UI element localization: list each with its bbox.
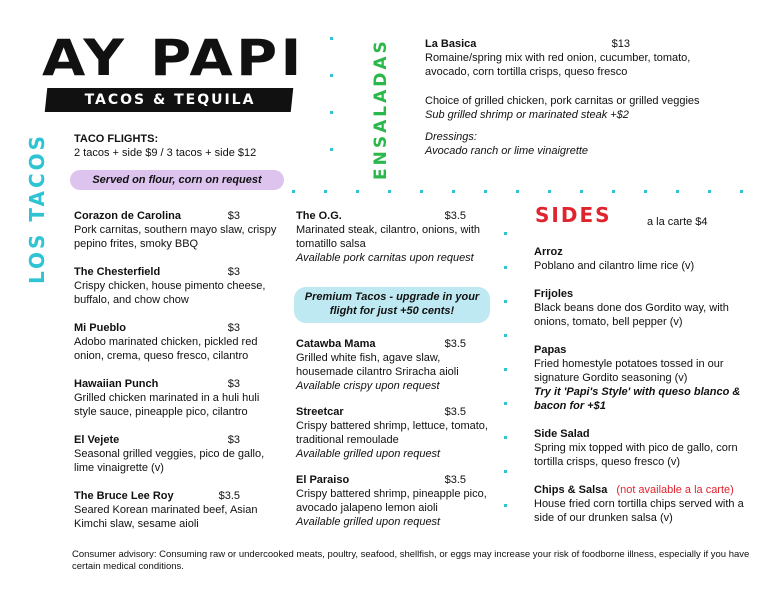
decor-dot bbox=[452, 190, 455, 193]
taco-flights bbox=[74, 132, 314, 160]
dressings: Avocado ranch or lime vinaigrette bbox=[425, 145, 589, 157]
side-item bbox=[534, 287, 759, 329]
premium-tacos-column bbox=[296, 337, 496, 541]
decor-dot bbox=[330, 37, 333, 40]
taco-item bbox=[296, 405, 496, 461]
taco-price: $3.5 bbox=[218, 490, 240, 502]
taco-note: Available grilled upon request bbox=[296, 516, 441, 528]
taco-note: Available grilled upon request bbox=[296, 448, 441, 460]
decor-dot bbox=[504, 470, 507, 473]
decor-dot bbox=[420, 190, 423, 193]
side-desc: House fried corn tortilla chips served with a side of our drunken salsa (v) bbox=[534, 498, 744, 524]
brand-tagline: TACOS & TEQUILA bbox=[84, 92, 256, 108]
taco-header bbox=[296, 337, 466, 351]
side-item bbox=[534, 343, 759, 413]
decor-dot bbox=[504, 368, 507, 371]
section-title-tacos: LOS TACOS bbox=[25, 132, 49, 284]
og-price: $3.5 bbox=[444, 210, 466, 222]
og-desc: Marinated steak, cilantro, onions, with tomatillo salsa bbox=[296, 224, 481, 250]
decor-dot bbox=[504, 334, 507, 337]
side-header bbox=[534, 427, 759, 441]
taco-item bbox=[74, 377, 279, 419]
taco-price: $3 bbox=[227, 322, 240, 334]
flights-pricing: 2 tacos + side $9 / 3 tacos + side $12 bbox=[74, 147, 257, 159]
sides-price: a la carte $4 bbox=[647, 216, 708, 228]
side-item bbox=[534, 483, 759, 525]
taco-item bbox=[74, 209, 279, 251]
side-name: Chips & Salsa bbox=[534, 484, 608, 496]
decor-dot bbox=[388, 190, 391, 193]
salad-price: $13 bbox=[611, 38, 630, 50]
side-flag: (not available a la carte) bbox=[613, 484, 734, 496]
decor-dot bbox=[330, 148, 333, 151]
taco-price: $3 bbox=[227, 210, 240, 222]
side-header bbox=[534, 287, 759, 301]
taco-name: The Chesterfield bbox=[74, 266, 161, 278]
taco-name: El Vejete bbox=[74, 434, 120, 446]
taco-note: Available crispy upon request bbox=[296, 380, 440, 392]
section-title-ensaladas: ENSALADAS bbox=[371, 38, 391, 180]
salad-desc: Romaine/spring mix with red onion, cucumber, tomato, avocado, corn tortilla crisps, queso fresco bbox=[425, 52, 691, 78]
taco-item bbox=[74, 489, 279, 531]
taco-header bbox=[296, 473, 466, 487]
decor-dot bbox=[708, 190, 711, 193]
og-note: Available pork carnitas upon request bbox=[296, 252, 474, 264]
taco-desc: Crispy chicken, house pimento cheese, buffalo, and chow chow bbox=[74, 280, 266, 306]
salad-name: La Basica bbox=[425, 38, 477, 50]
premium-note-pill: Premium Tacos - upgrade in your flight for just +50 cents! bbox=[294, 287, 490, 323]
decor-dot bbox=[580, 190, 583, 193]
salad-block bbox=[425, 37, 725, 158]
decor-dot bbox=[504, 232, 507, 235]
sides-title: SIDES bbox=[535, 203, 612, 227]
decor-dot bbox=[504, 266, 507, 269]
decor-dot bbox=[504, 300, 507, 303]
taco-header bbox=[296, 405, 466, 419]
decor-dot bbox=[330, 111, 333, 114]
sides-list bbox=[534, 245, 759, 539]
taco-name: Streetcar bbox=[296, 406, 344, 418]
taco-item bbox=[74, 265, 279, 307]
decor-dot bbox=[644, 190, 647, 193]
taco-name: Mi Pueblo bbox=[74, 322, 126, 334]
taco-desc: Pork carnitas, southern mayo slaw, crispy pepino frites, smoky BBQ bbox=[74, 224, 277, 250]
decor-dot bbox=[612, 190, 615, 193]
taco-desc: Grilled chicken marinated in a huli huli style sauce, pineapple pico, cilantro bbox=[74, 392, 260, 418]
decor-dot bbox=[292, 190, 295, 193]
taco-name: The Bruce Lee Roy bbox=[74, 490, 174, 502]
consumer-advisory: Consumer advisory: Consuming raw or undercooked meats, poultry, seafood, shellfish, or eggs may increase your risk of foodborne illness, especially if you have certain medical conditions. bbox=[72, 549, 750, 572]
taco-desc: Seared Korean marinated beef, Asian Kimchi slaw, sesame aioli bbox=[74, 504, 258, 530]
taco-header bbox=[74, 377, 240, 391]
og-name: The O.G. bbox=[296, 210, 342, 222]
decor-dot bbox=[356, 190, 359, 193]
taco-header bbox=[74, 321, 240, 335]
taco-price: $3.5 bbox=[444, 474, 466, 486]
decor-dot bbox=[740, 190, 743, 193]
taco-header bbox=[74, 433, 240, 447]
side-desc: Poblano and cilantro lime rice (v) bbox=[534, 260, 695, 272]
taco-header bbox=[74, 209, 240, 223]
side-desc: Spring mix topped with pico de gallo, corn tortilla crisps, queso fresco (v) bbox=[534, 442, 738, 468]
flights-note-pill: Served on flour, corn on request bbox=[70, 170, 284, 190]
decor-dot bbox=[548, 190, 551, 193]
taco-desc: Crispy battered shrimp, pineapple pico, avocado jalapeno lemon aioli bbox=[296, 488, 487, 514]
tacos-left-column bbox=[74, 209, 279, 545]
side-name: Frijoles bbox=[534, 288, 574, 300]
salad-sub: Sub grilled shrimp or marinated steak +$2 bbox=[425, 109, 629, 121]
taco-name: El Paraiso bbox=[296, 474, 350, 486]
taco-item bbox=[296, 473, 496, 529]
taco-name: Catawba Mama bbox=[296, 338, 376, 350]
decor-dot bbox=[330, 74, 333, 77]
decor-dot bbox=[324, 190, 327, 193]
taco-desc: Grilled white fish, agave slaw, housemade cilantro Sriracha aioli bbox=[296, 352, 459, 378]
side-item bbox=[534, 245, 759, 273]
decor-dot bbox=[504, 504, 507, 507]
side-extra: Try it 'Papi's Style' with queso blanco & bacon for +$1 bbox=[534, 386, 741, 412]
decor-dot bbox=[516, 190, 519, 193]
salad-protein: Choice of grilled chicken, pork carnitas or grilled veggies bbox=[425, 95, 700, 107]
decor-dot bbox=[484, 190, 487, 193]
taco-desc: Crispy battered shrimp, lettuce, tomato, traditional remoulade bbox=[296, 420, 488, 446]
decor-dot bbox=[676, 190, 679, 193]
og-taco bbox=[296, 209, 496, 265]
taco-desc: Adobo marinated chicken, pickled red onion, crema, queso fresco, cilantro bbox=[74, 336, 258, 362]
decor-dot bbox=[504, 402, 507, 405]
side-desc: Black beans done dos Gordito way, with onions, tomato, bell pepper (v) bbox=[534, 302, 729, 328]
taco-desc: Seasonal grilled veggies, pico de gallo, lime vinaigrette (v) bbox=[74, 448, 265, 474]
side-header bbox=[534, 245, 759, 259]
side-name: Arroz bbox=[534, 246, 563, 258]
taco-price: $3 bbox=[227, 378, 240, 390]
taco-price: $3.5 bbox=[444, 338, 466, 350]
taco-price: $3 bbox=[227, 434, 240, 446]
decor-dot bbox=[504, 436, 507, 439]
flights-title: TACO FLIGHTS: bbox=[74, 133, 159, 145]
side-header bbox=[534, 343, 759, 357]
taco-name: Corazon de Carolina bbox=[74, 210, 181, 222]
taco-item bbox=[74, 433, 279, 475]
taco-header bbox=[74, 265, 240, 279]
taco-header bbox=[74, 489, 240, 503]
taco-item bbox=[74, 321, 279, 363]
side-item bbox=[534, 427, 759, 469]
brand-logo: AY PAPI bbox=[42, 29, 305, 87]
taco-price: $3 bbox=[227, 266, 240, 278]
side-desc: Fried homestyle potatoes tossed in our signature Gordito seasoning (v) bbox=[534, 358, 724, 384]
taco-item bbox=[296, 337, 496, 393]
side-name: Papas bbox=[534, 344, 567, 356]
side-name: Side Salad bbox=[534, 428, 590, 440]
dressings-label: Dressings: bbox=[425, 131, 477, 143]
taco-price: $3.5 bbox=[444, 406, 466, 418]
side-header bbox=[534, 483, 759, 497]
taco-name: Hawaiian Punch bbox=[74, 378, 159, 390]
